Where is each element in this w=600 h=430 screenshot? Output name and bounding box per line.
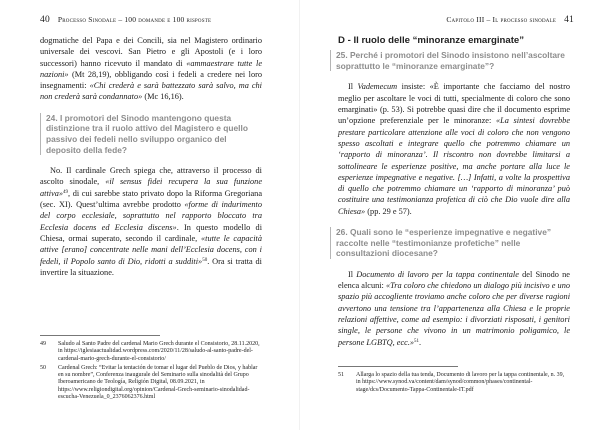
footnote-ref: 49 xyxy=(63,189,69,195)
footnote-number: 51 xyxy=(338,372,344,378)
question-25: 25. Perché i promotori del Sinodo insistono nell’ascoltare soprattutto le “minoranze emarginate”? xyxy=(330,50,570,71)
italic-text: «ammaestrare tutte le nazioni» xyxy=(40,58,262,79)
footnote-ref: 50 xyxy=(202,257,208,263)
footnote-number: 49 xyxy=(40,341,46,347)
footnote-text: Saludo al Santo Padre del cardenal Mario Grech durante el Consistorio, 28.11.2020, in https://iglesiaactualidad.wordpress.com/2020/11/28/saludo-al-santo-padre-del-cardenal-mario-grech-durante-el-consistorio/ xyxy=(58,341,260,362)
italic-text: «La sintesi dovrebbe prestare particolare attenzione alle voci di coloro che non vengono spesso ascoltati e integrare quello che potremmo chiamare un ‘rapporto di minoranza’. Il riscontro non dovrebbe limitarsi a sottolineare le esperienze positive, ma anche portare alla luce le esperienze impegnative e negative. […] Infatti, a volte la prospettiva di quello che potremmo chiamare un ‘rapporto di minoranza’ può costituire una testimonianza profetica di ciò che Dio vuole dire alla Chiesa» xyxy=(338,116,571,216)
text-run: No. Il cardinale Grech spiega che, attraverso il processo di ascolto sinodale, xyxy=(40,166,262,187)
right-text-column xyxy=(338,35,570,348)
right-page-number: 41 xyxy=(564,15,574,25)
text-run: Il xyxy=(348,82,358,92)
right-page xyxy=(300,0,600,430)
left-paragraph-2 xyxy=(40,165,262,278)
text-run: dogmatiche del Papa e dei Concili, sia nel Magistero ordinario universale dei vescovi. San Pietro e gli Apostoli (e i loro successori) hanno ricevuto il mandato di xyxy=(40,36,262,68)
text-run: (Mt 28,19), obbligando così i fedeli a credere nei loro insegnamenti: xyxy=(40,69,262,91)
text-run: insiste: «È importante che facciamo del nostro meglio per ascoltare le voci di tutti, specialmente di coloro che sono emarginati» (p. 53). Si potrebbe quasi dire che il documento esprime un’opzione preferenziale per le minoranze: xyxy=(338,82,570,126)
footnote-text: Allarga lo spazio della tua tenda, Documento di lavoro per la tappa continentale, n. 39, in https://www.synod.va/content/dam/synod/common/phases/continental-stage/dcs/Documento-Tappa-Continentale-IT.pdf xyxy=(356,372,565,393)
italic-text: Documento di lavoro per la tappa continentale xyxy=(356,269,519,279)
text-run: (Mc 16,16). xyxy=(142,92,184,102)
footnote-text: Cardenal Grech: “Evitar la tentación de tomar el lugar del Pueblo de Dios, y hablar en su nombre”, Conferenza inaugurale del Seminario sulla sinodalità del Grupo Iberoamericano de Teología, Religión Digital, 08.09.2021, in https://www.religiondigital.org/opinion/Cardenal-Grech-seminario-sinodalidad-escucha-Venezuela_0_2376062376.html xyxy=(58,364,258,401)
italic-text: «forme di indurimento del corpo ecclesiale, soprattutto nel rapporto bloccato tra Ecclesia docens ed Ecclesia discens» xyxy=(40,200,262,232)
text-run: (pp. 29 e 57). xyxy=(365,206,412,216)
italic-text: «Chi crederà e sarà battezzato sarà salvo, ma chi non crederà sarà condannato» xyxy=(40,81,262,102)
text-run: del Sinodo ne elenca alcuni: xyxy=(338,269,570,291)
footnote-number: 50 xyxy=(40,364,46,371)
left-page-number: 40 xyxy=(40,15,50,25)
footnote-rule xyxy=(338,366,458,367)
right-running-head: Capitolo III – Il processo sinodale xyxy=(446,15,557,24)
right-running-header xyxy=(446,15,574,25)
text-run: , di cui sarebbe stato privato dopo la Riforma Gregoriana (sec. XI). Quest’ultima avrebbe prodotto xyxy=(40,188,262,210)
right-paragraph-2 xyxy=(338,269,570,348)
text-run: . xyxy=(419,337,422,347)
left-footnotes xyxy=(40,335,262,403)
footnote-49 xyxy=(40,341,262,363)
text-run: . Ora si tratta di invertire la situazione. xyxy=(40,256,262,277)
section-title: D - Il ruolo delle “minoranze emarginate” xyxy=(338,35,525,46)
italic-text: «il sensus fidei recupera la sua funzione attiva» xyxy=(40,177,263,198)
question-24: 24. I promotori del Sinodo mantengono questa distinzione tra il ruolo attivo del Magistero e quello passivo dei fedeli nello sviluppo organico del deposito della fede? xyxy=(40,113,262,155)
left-running-head: Processo Sinodale – 100 domande e 100 risposte xyxy=(57,15,212,24)
italic-text: Vademecum xyxy=(357,82,398,92)
footnote-51 xyxy=(338,372,570,394)
footnote-ref: 51 xyxy=(414,338,420,344)
right-paragraph-1 xyxy=(338,81,570,217)
text-run: Il xyxy=(348,269,357,279)
right-footnotes xyxy=(338,366,570,396)
left-text-column xyxy=(40,35,262,278)
left-paragraph-1 xyxy=(40,35,262,103)
italic-text: «tutte le capacità attive [erano] concentrate nelle mani dell’Ecclesia docens, con i fedeli, il Popolo santo di Dio, ridotti a sudditi» xyxy=(40,233,262,266)
italic-text: «Tra coloro che chiedono un dialogo più incisivo e uno spazio più accogliente troviamo anche coloro che per diverse ragioni avvertono una tensione tra l’appartenenza alla Chiesa e le proprie relazioni affettive, come ad esempio: i divorziati risposati, i genitori single, le persone che vivono in un matrimonio poligamico, le persone LGBTQ, ecc.» xyxy=(338,281,570,347)
left-running-header xyxy=(40,15,211,25)
text-run: . In questo modello di Chiesa, ormai superato, secondo il cardinale, xyxy=(40,222,263,243)
footnote-50 xyxy=(40,365,262,401)
question-26: 26. Quali sono le “esperienze impegnative e negative” raccolte nelle “testimonianze profetiche” nelle consultazioni diocesane? xyxy=(330,227,570,259)
footnote-rule xyxy=(40,335,160,336)
